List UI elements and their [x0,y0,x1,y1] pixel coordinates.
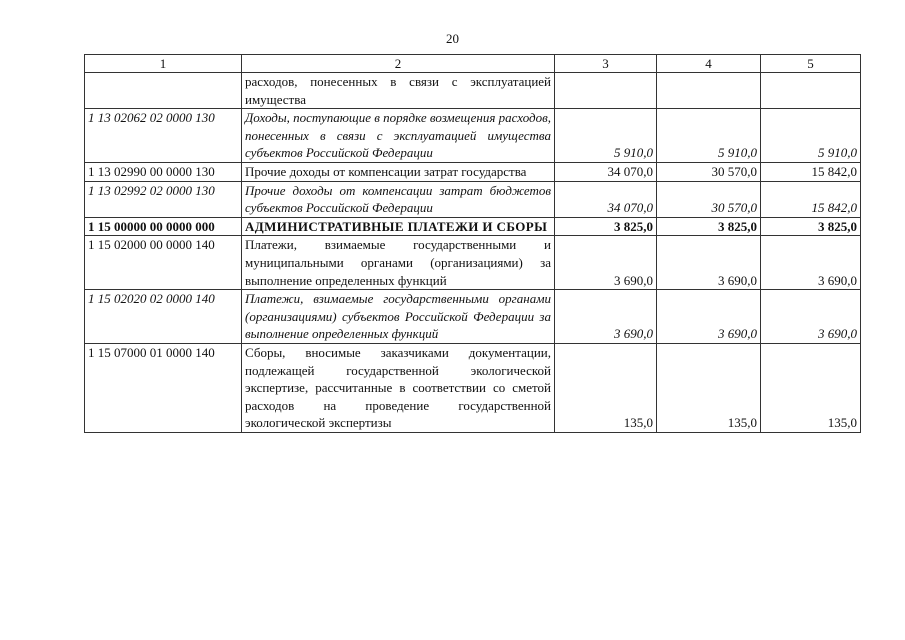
row-value-col3: 3 690,0 [555,236,657,290]
row-value-col5: 3 690,0 [761,290,861,344]
page-number: 20 [446,31,459,46]
row-value-col3: 5 910,0 [555,109,657,163]
row-value-col4 [657,73,761,109]
row-value-col5: 135,0 [761,343,861,432]
row-value-col5 [761,73,861,109]
row-value-col4: 3 690,0 [657,290,761,344]
row-code: 1 15 02000 00 0000 140 [85,236,242,290]
column-header: 3 [555,55,657,73]
row-name: Прочие доходы от компенсации затрат государства [242,162,555,181]
table-row [85,181,861,217]
row-value-col5: 3 825,0 [761,217,861,236]
table-header-row [85,55,861,73]
row-value-col5: 15 842,0 [761,162,861,181]
row-name: АДМИНИСТРАТИВНЫЕ ПЛАТЕЖИ И СБОРЫ [242,217,555,236]
row-value-col3: 3 825,0 [555,217,657,236]
row-code: 1 15 07000 01 0000 140 [85,343,242,432]
row-value-col3: 135,0 [555,343,657,432]
row-value-col4: 5 910,0 [657,109,761,163]
column-header: 2 [242,55,555,73]
column-header: 1 [85,55,242,73]
table-row [85,343,861,432]
table-row [85,290,861,344]
table-row [85,73,861,109]
row-value-col4: 135,0 [657,343,761,432]
row-value-col4: 30 570,0 [657,181,761,217]
row-code: 1 13 02062 02 0000 130 [85,109,242,163]
row-name: расходов, понесенных в связи с эксплуатацией имущества [242,73,555,109]
row-code: 1 15 02020 02 0000 140 [85,290,242,344]
revenue-table [84,54,861,433]
table-row [85,236,861,290]
row-value-col4: 30 570,0 [657,162,761,181]
row-code: 1 13 02992 02 0000 130 [85,181,242,217]
row-name: Платежи, взимаемые государственными органами (организациями) субъектов Российской Федерации за выполнение определенных функций [242,290,555,344]
column-header: 4 [657,55,761,73]
row-value-col4: 3 825,0 [657,217,761,236]
row-value-col5: 3 690,0 [761,236,861,290]
row-value-col5: 5 910,0 [761,109,861,163]
row-value-col3: 34 070,0 [555,162,657,181]
row-name: Прочие доходы от компенсации затрат бюджетов субъектов Российской Федерации [242,181,555,217]
row-name: Сборы, вносимые заказчиками документации, подлежащей государственной экологической экспертизе, рассчитанные в соответствии со сметой расходов на проведение государственной экологической экспертизы [242,343,555,432]
table-row [85,162,861,181]
row-value-col3: 3 690,0 [555,290,657,344]
table-row [85,217,861,236]
column-header: 5 [761,55,861,73]
row-value-col4: 3 690,0 [657,236,761,290]
table-row [85,109,861,163]
row-code: 1 13 02990 00 0000 130 [85,162,242,181]
row-name: Платежи, взимаемые государственными и муниципальными органами (организациями) за выполнение определенных функций [242,236,555,290]
row-value-col3: 34 070,0 [555,181,657,217]
row-code: 1 15 00000 00 0000 000 [85,217,242,236]
row-value-col3 [555,73,657,109]
row-value-col5: 15 842,0 [761,181,861,217]
row-code [85,73,242,109]
row-name: Доходы, поступающие в порядке возмещения расходов, понесенных в связи с эксплуатацией имущества субъектов Российской Федерации [242,109,555,163]
